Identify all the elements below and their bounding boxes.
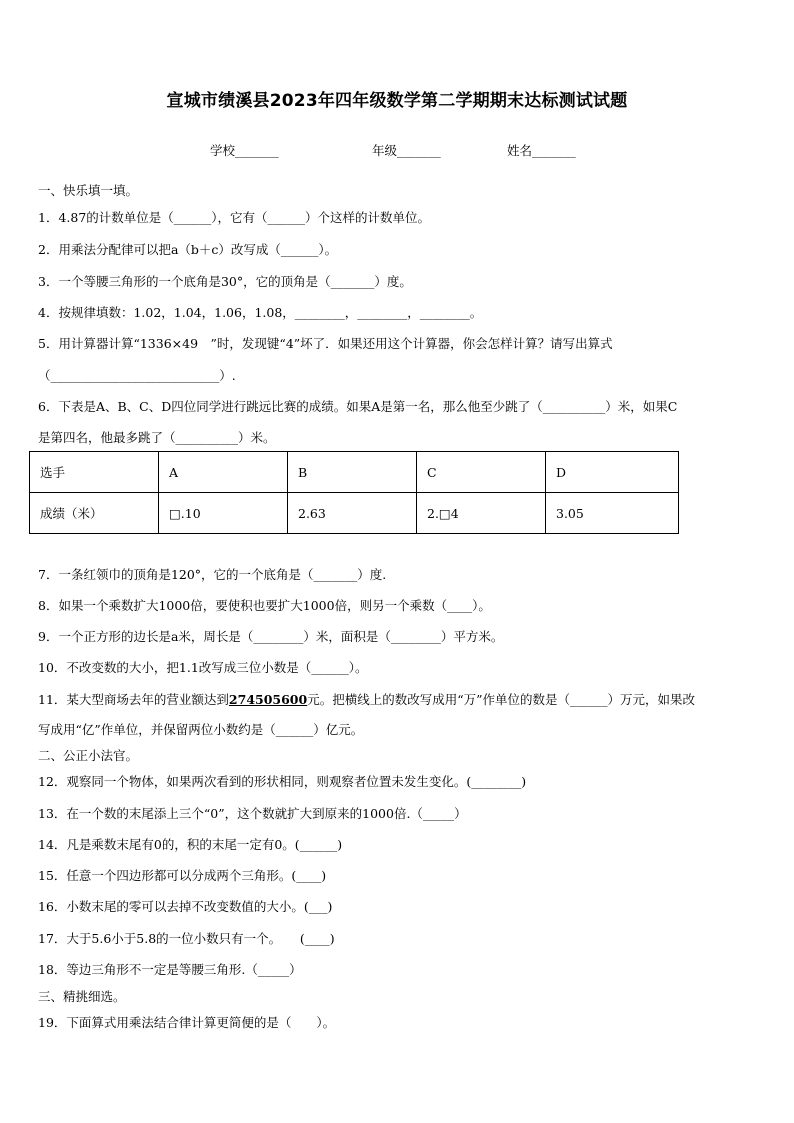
- question-6-cont: 是第四名，他最多跳了（__________）米。: [38, 430, 276, 445]
- question-11-text: 11．某大型商场去年的营业额达到: [38, 692, 229, 707]
- table-row: [30, 493, 679, 534]
- table-cell: 成绩（米）: [30, 493, 159, 534]
- table-cell: 2.63: [288, 493, 417, 534]
- question-14: 14．凡是乘数末尾有0的，积的末尾一定有0。(______): [38, 837, 343, 852]
- page-title: 宣城市绩溪县2023年四年级数学第二学期期末达标测试试题: [166, 91, 628, 111]
- question-12: 12．观察同一个物体，如果两次看到的形状相同，则观察者位置未发生变化。(________): [38, 774, 527, 789]
- name-field: 姓名_______: [507, 143, 576, 158]
- table-header-cell: B: [288, 452, 417, 493]
- table-cell: 3.05: [546, 493, 679, 534]
- table-header-cell: C: [417, 452, 546, 493]
- question-13: 13．在一个数的末尾添上三个“0”，这个数就扩大到原来的1000倍.（_____）: [38, 806, 467, 821]
- question-5: 5．用计算器计算“1336×49 ”时，发现键“4”坏了．如果还用这个计算器，你会怎样计算？请写出算式: [38, 336, 613, 351]
- table-row: [30, 452, 679, 493]
- question-5-answer: （___________________________）.: [38, 368, 236, 383]
- question-15: 15．任意一个四边形都可以分成两个三角形。(____): [38, 868, 327, 883]
- student-info-row: [0, 141, 794, 159]
- question-7: 7．一条红领巾的顶角是120°，它的一个底角是（_______）度.: [38, 567, 387, 582]
- question-10: 10．不改变数的大小，把1.1改写成三位小数是（______）。: [38, 660, 368, 675]
- question-19: 19．下面算式用乘法结合律计算更简便的是（ ）。: [38, 1015, 336, 1030]
- question-11-text-cont: 元。把横线上的数改写成用“万”作单位的数是（______）万元，如果改: [307, 692, 695, 707]
- question-16: 16．小数末尾的零可以去掉不改变数值的大小。(___): [38, 899, 333, 914]
- table-cell: □.10: [159, 493, 288, 534]
- grade-field: 年级_______: [372, 143, 441, 158]
- question-9: 9．一个正方形的边长是a米，周长是（________）米，面积是（________）平方米。: [38, 629, 504, 644]
- scores-table: [29, 451, 679, 534]
- section-heading-1: 一、快乐填一填。: [38, 183, 139, 198]
- question-3: 3．一个等腰三角形的一个底角是30°，它的顶角是（_______）度。: [38, 274, 412, 289]
- table-header-cell: D: [546, 452, 679, 493]
- section-heading-2: 二、公正小法官。: [38, 748, 139, 763]
- school-field: 学校_______: [210, 143, 279, 158]
- question-4: 4．按规律填数：1.02，1.04，1.06，1.08，________，________，________。: [38, 305, 483, 320]
- table-header-cell: A: [159, 452, 288, 493]
- underlined-number: 274505600: [228, 692, 308, 707]
- section-heading-3: 三、精挑细选。: [38, 989, 126, 1004]
- question-8: 8．如果一个乘数扩大1000倍，要使积也要扩大1000倍，则另一个乘数（____）。: [38, 598, 491, 613]
- table-cell: 2.□4: [417, 493, 546, 534]
- question-6: 6．下表是A、B、C、D四位同学进行跳远比赛的成绩。如果A是第一名，那么他至少跳了（__________）米，如果C: [38, 399, 678, 414]
- question-11: [38, 690, 695, 708]
- question-17: 17．大于5.6小于5.8的一位小数只有一个。 (____): [38, 931, 335, 946]
- question-11-cont: 写成用“亿”作单位，并保留两位小数约是（______）亿元。: [38, 722, 364, 737]
- table-header-cell: 选手: [30, 452, 159, 493]
- question-2: 2．用乘法分配律可以把a（b＋c）改写成（______）。: [38, 242, 338, 257]
- question-18: 18．等边三角形不一定是等腰三角形.（_____）: [38, 962, 302, 977]
- question-1: 1．4.87的计数单位是（______），它有（______）个这样的计数单位。: [38, 210, 431, 225]
